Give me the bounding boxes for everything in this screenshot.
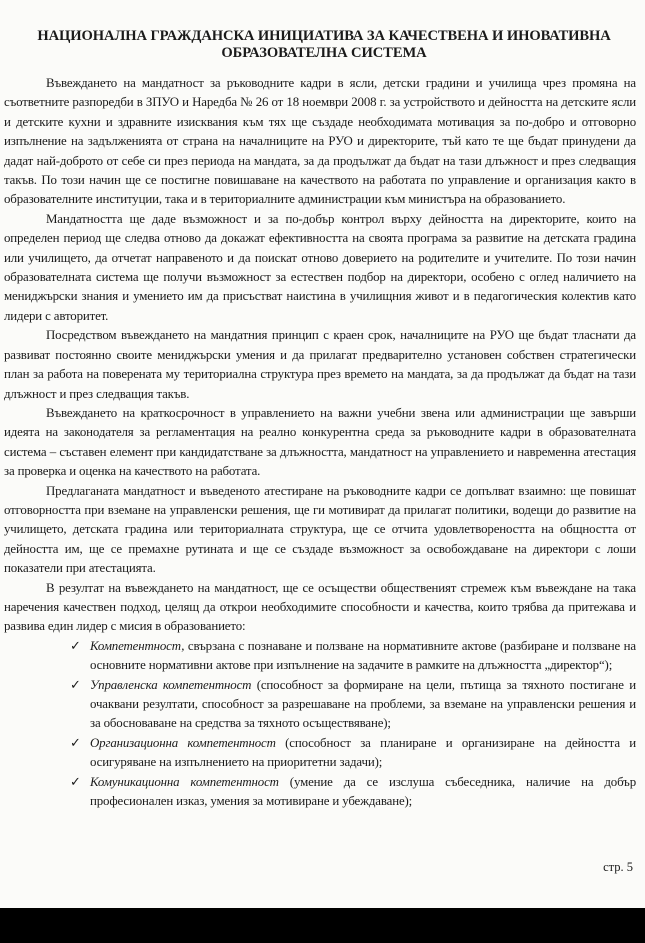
competency-item: [70, 734, 636, 773]
document-title: [18, 28, 630, 62]
competency-term: Управленска компетентност: [90, 677, 252, 692]
checkmark-icon: ✓: [70, 735, 81, 751]
competency-item: [70, 637, 636, 676]
competency-description: (умение да се изслуша събеседника, наличие на добър професионален изказ, умения за мотивиране и убеждаване);: [90, 774, 636, 809]
paragraph: Въвеждането на мандатност за ръководните кадри в ясли, детски градини и училища чрез промяна на съответните разпоредби в ЗПУО и Наредба № 26 от 18 ноември 2008 г. за устройството и дейността на детските ясли и детските кухни и здравните изисквания към тях ще създаде необходимата мотивация за по-добро и отговорно изпълнение на задълженията от страна на началниците на РУО и директорите, тъй като те ще бъдат принудени да дадат най-доброто от себе си през периода на мандата, за да продължат да бъдат на тази длъжност и през следващия такъв. По този начин ще се постигне повишаване на качеството на работата по управление и организация както в образователните институции, така и в териториалните администрации към министъра на образованието.: [4, 76, 636, 207]
checkmark-icon: ✓: [70, 677, 81, 693]
competency-term: Организационна компетентност: [90, 735, 276, 750]
paragraph: Мандатността ще даде възможност и за по-добър контрол върху дейността на директорите, които на определен период ще следва отново да докажат ефективността на своята програма за развитие на детската градина или училището, да отчетат направеното и да поискат отново доверието на родителите и учителите. По този начин образователната система ще получи възможност за естествен подбор на директори, особено с оглед наличието на мениджърски знания и умението им да присъстват наистина в училищния живот и в педагогическия колектив като лидери с авторитет.: [4, 211, 636, 323]
competency-item: [70, 773, 636, 812]
paragraph: Посредством въвеждането на мандатния принцип с краен срок, началниците на РУО ще бъдат тласнати да развиват постоянно своите мениджърски умения и да прилагат предварително установен собствен стратегически план за работа на поверената му териториална структура през времето на мандата, за да продължат да бъдат на тази длъжност и през следващия такъв.: [4, 328, 636, 401]
page-number: стр. 5: [603, 860, 633, 874]
title-line-2: ОБРАЗОВАТЕЛНА СИСТЕМА: [221, 45, 427, 61]
document-body: [4, 74, 636, 811]
competency-description: свързана с познаване и ползване на нормативните актове (разбиране и ползване на основните нормативни актове при изпълнение на задачите в рамките на длъжността „директор“);: [90, 638, 636, 673]
competency-list: [4, 637, 636, 812]
competency-item: [70, 676, 636, 734]
paragraph: Въвеждането на краткосрочност в управлението на важни учебни звена или администрации ще завърши идеята на законодателя за регламентация на реално конкурентна среда за ръководните кадри в образователната система – съставен елемент при кандидатстване за длъжността, мандатност на управлението и навременна атестация за проверка и оценка на качеството на работата.: [4, 405, 636, 479]
paragraph: Предлаганата мандатност и въведеното атестиране на ръководните кадри се допълват взаимно: ще повишат отговорността при вземане на управленски решения, ще ги мотивират да прилагат политики, водещи до развитие на училището, детската градина или териториалната структура, ще се отчита удовлетвореността на общността от дейността им, ще се премахне рутината и ще се създаде възможност за освобождаване на директори с лоши показатели при атестацията.: [4, 483, 636, 576]
competency-term: Компетентност,: [90, 638, 185, 653]
screen-bottom-bar: [0, 908, 645, 943]
competency-description: (способност за планиране и организиране на дейността и осигуряване на изпълнението на приоритетни задачи);: [90, 735, 636, 770]
title-line-1: НАЦИОНАЛНА ГРАЖДАНСКА ИНИЦИАТИВА ЗА КАЧЕСТВЕНА И ИНОВАТИВНА: [37, 28, 611, 44]
paragraph: В резултат на въвеждането на мандатност, ще се осъществи общественият стремеж към въвеждане на така наречения качествен подход, целящ да открои необходимите способности и качества, които трябва да притежава и развива един лидер с мисия в образованието:: [4, 580, 636, 634]
checkmark-icon: ✓: [70, 638, 81, 654]
competency-term: Комуникационна компетентност: [90, 774, 279, 789]
checkmark-icon: ✓: [70, 774, 81, 790]
competency-description: (способност за формиране на цели, пътища за тяхното постигане и очаквани резултати, способност за разрешаване на проблеми, за вземане на управленски решения и за обосноваване на средства за тяхното осъществяване);: [90, 677, 636, 731]
